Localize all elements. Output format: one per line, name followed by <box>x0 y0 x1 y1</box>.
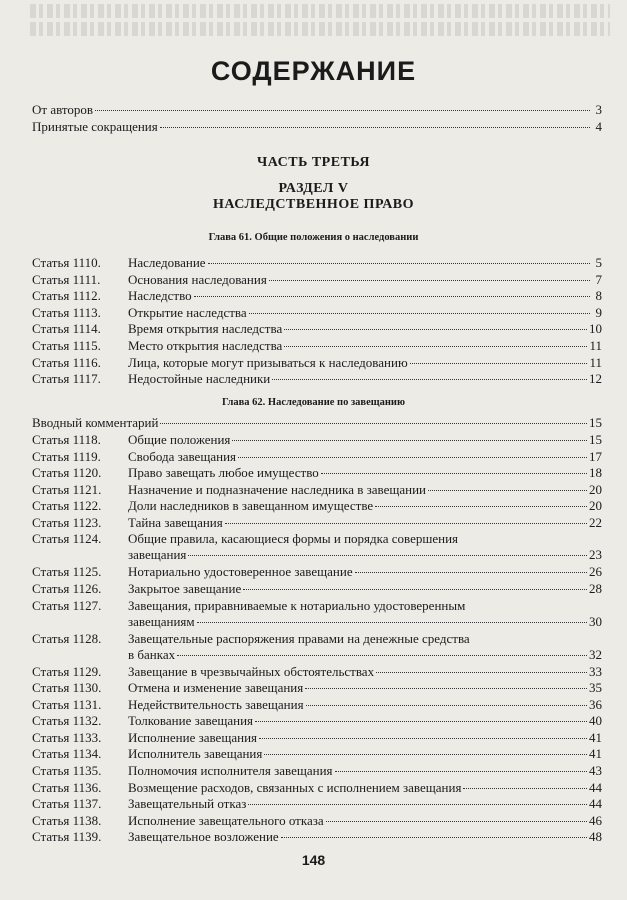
article-title: Исполнение завещания <box>128 729 258 745</box>
toc-entry-article[interactable] <box>32 713 602 730</box>
article-number: Статья 1129. <box>32 663 102 679</box>
article-title: Лица, которые могут призываться к наследованию <box>128 354 408 370</box>
page-number: 148 <box>301 852 326 868</box>
article-number: Статья 1133. <box>32 729 102 745</box>
article-title: Свобода завещания <box>128 448 237 464</box>
page-title: СОДЕРЖАНИЕ <box>210 56 417 86</box>
article-number: Статья 1112. <box>32 288 101 304</box>
page-ref: 36 <box>589 696 602 712</box>
toc-entry-article[interactable] <box>32 564 602 581</box>
article-title: завещаниям <box>128 613 195 629</box>
article-number: Статья 1131. <box>32 696 102 712</box>
article-title: Назначение и подназначение наследника в завещании <box>128 481 426 497</box>
page-ref: 41 <box>589 746 602 762</box>
toc-entry-article[interactable] <box>32 449 602 466</box>
article-title-line1: Завещания, приравниваемые к нотариально удостоверенным <box>128 597 466 613</box>
toc-entry-article[interactable] <box>32 482 602 499</box>
article-number: Статья 1139. <box>32 829 102 845</box>
article-title: Отмена и изменение завещания <box>128 680 304 696</box>
bleed-through-text <box>30 0 610 44</box>
article-number: Статья 1138. <box>32 812 102 828</box>
article-title: Недостойные наследники <box>128 371 271 387</box>
article-number: Статья 1122. <box>32 498 102 514</box>
toc-entry-article[interactable] <box>32 288 602 305</box>
page-ref: 10 <box>589 321 602 337</box>
page-ref: 8 <box>595 288 602 304</box>
chapter-62-heading: Глава 62. Наследование по завещанию <box>222 397 405 408</box>
article-number: Статья 1123. <box>32 514 102 530</box>
page-ref: 44 <box>589 796 602 812</box>
toc-entry-article[interactable] <box>32 432 602 449</box>
article-number: Статья 1134. <box>32 746 102 762</box>
article-number: Статья 1126. <box>32 580 102 596</box>
article-title: Толкование завещания <box>128 713 254 729</box>
toc-entry-article[interactable] <box>32 664 602 681</box>
page-ref: 33 <box>589 663 602 679</box>
section-name: НАСЛЕДСТВЕННОЕ ПРАВО <box>212 197 415 212</box>
toc-entry-article[interactable] <box>32 780 602 797</box>
page-ref: 28 <box>589 580 602 596</box>
page-ref: 30 <box>589 613 602 629</box>
page-ref: 9 <box>595 304 602 320</box>
article-number: Статья 1125. <box>32 564 102 580</box>
article-title: Исполнитель завещания <box>128 746 263 762</box>
toc-entry-article[interactable] <box>32 531 602 564</box>
article-title: Место открытия наследства <box>128 338 283 353</box>
article-title: Завещательное возложение <box>128 829 279 845</box>
article-number: Статья 1110. <box>32 255 101 270</box>
article-title: Завещание в чрезвычайных обстоятельствах <box>128 663 375 679</box>
toc-entry-from-authors[interactable]: От авторов 3 <box>32 102 602 117</box>
page-ref: 32 <box>589 646 602 662</box>
article-title: Полномочия исполнителя завещания <box>128 763 333 778</box>
toc-entry-article[interactable] <box>32 371 602 388</box>
article-number: Статья 1121. <box>32 481 102 497</box>
page-ref: 23 <box>589 547 602 563</box>
toc-entry-article[interactable] <box>32 680 602 697</box>
article-number: Статья 1117. <box>32 371 101 387</box>
toc-entry-abbreviations[interactable]: Принятые сокращения 4 <box>32 119 602 134</box>
toc-entry-article[interactable] <box>32 338 602 355</box>
article-number: Статья 1113. <box>32 304 101 320</box>
article-title: Нотариально удостоверенное завещание <box>128 564 353 580</box>
page-ref: 35 <box>589 680 602 696</box>
article-title: в банках <box>128 646 176 662</box>
chapter-61-heading: Глава 61. Общие положения о наследовании <box>208 232 419 243</box>
toc-entry-article[interactable] <box>32 813 602 830</box>
toc-entry-article[interactable] <box>32 631 602 664</box>
page-ref: 26 <box>589 564 602 580</box>
toc-entry-article[interactable] <box>32 581 602 598</box>
page-ref: 48 <box>589 829 602 845</box>
article-title-line1: Общие правила, касающиеся формы и порядка совершения <box>128 531 459 547</box>
toc-entry-intro-comment[interactable]: Вводный комментарий 15 <box>32 415 602 430</box>
article-title: Наследование <box>128 255 206 270</box>
article-title: Закрытое завещание <box>128 580 242 596</box>
article-title: Исполнение завещательного отказа <box>128 812 324 828</box>
page-ref: 11 <box>589 338 602 353</box>
page-ref: 40 <box>589 713 602 729</box>
article-number: Статья 1124. <box>32 531 102 547</box>
article-number: Статья 1115. <box>32 338 101 353</box>
article-number: Статья 1127. <box>32 597 102 613</box>
toc-entry-article[interactable] <box>32 515 602 532</box>
toc-entry-article[interactable] <box>32 465 602 482</box>
article-number: Статья 1135. <box>32 763 102 778</box>
article-number: Статья 1137. <box>32 796 102 812</box>
article-title: Завещательный отказ <box>128 796 247 812</box>
article-number: Статья 1130. <box>32 680 102 696</box>
article-number: Статья 1132. <box>32 713 102 729</box>
part-heading: ЧАСТЬ ТРЕТЬЯ <box>256 155 371 170</box>
article-title: Доли наследников в завещанном имуществе <box>128 498 374 514</box>
article-number: Статья 1118. <box>32 432 101 447</box>
article-title: Недействительность завещания <box>128 696 304 712</box>
page-ref: 11 <box>589 354 602 370</box>
toc-entry-article[interactable] <box>32 763 602 780</box>
toc-entry-article[interactable] <box>32 305 602 322</box>
page-ref: 17 <box>589 448 602 464</box>
page-ref: 18 <box>589 465 602 481</box>
toc-entry-article[interactable] <box>32 355 602 372</box>
page-ref: 5 <box>595 255 602 270</box>
article-number: Статья 1116. <box>32 354 101 370</box>
toc-entry-article[interactable] <box>32 321 602 338</box>
toc-entry-article[interactable] <box>32 730 602 747</box>
article-title: Право завещать любое имущество <box>128 465 319 481</box>
page-ref: 22 <box>589 514 602 530</box>
section-heading: РАЗДЕЛ V <box>278 181 349 196</box>
toc-entry-article[interactable] <box>32 829 602 846</box>
article-number: Статья 1120. <box>32 465 102 481</box>
article-title: Общие положения <box>128 432 231 447</box>
article-title: Тайна завещания <box>128 514 223 530</box>
page-ref: 12 <box>589 371 602 387</box>
article-number: Статья 1136. <box>32 779 102 795</box>
page-ref: 41 <box>589 729 602 745</box>
toc-entry-article[interactable] <box>32 796 602 813</box>
article-title: Открытие наследства <box>128 304 247 320</box>
article-title: Возмещение расходов, связанных с исполнением завещания <box>128 779 462 795</box>
page-ref: 20 <box>589 481 602 497</box>
page-ref: 43 <box>589 763 602 778</box>
toc-entry-article[interactable] <box>32 498 602 515</box>
article-title: завещания <box>128 547 187 563</box>
article-number: Статья 1119. <box>32 448 101 464</box>
toc-entry-article[interactable] <box>32 697 602 714</box>
toc-entry-article[interactable] <box>32 598 602 631</box>
article-title: Основания наследования <box>128 271 267 287</box>
page-ref: 15 <box>589 432 602 447</box>
article-number: Статья 1111. <box>32 271 101 287</box>
article-number: Статья 1128. <box>32 630 102 646</box>
toc-entry-article[interactable] <box>32 272 602 289</box>
toc-entry-article[interactable] <box>32 255 602 272</box>
page-ref: 44 <box>589 779 602 795</box>
article-title: Время открытия наследства <box>128 321 283 337</box>
article-title-line1: Завещательные распоряжения правами на денежные средства <box>128 630 470 646</box>
page-ref: 20 <box>589 498 602 514</box>
toc-entry-article[interactable] <box>32 746 602 763</box>
page-ref: 46 <box>589 812 602 828</box>
page-ref: 7 <box>595 271 602 287</box>
article-title: Наследство <box>128 288 192 304</box>
article-number: Статья 1114. <box>32 321 101 337</box>
